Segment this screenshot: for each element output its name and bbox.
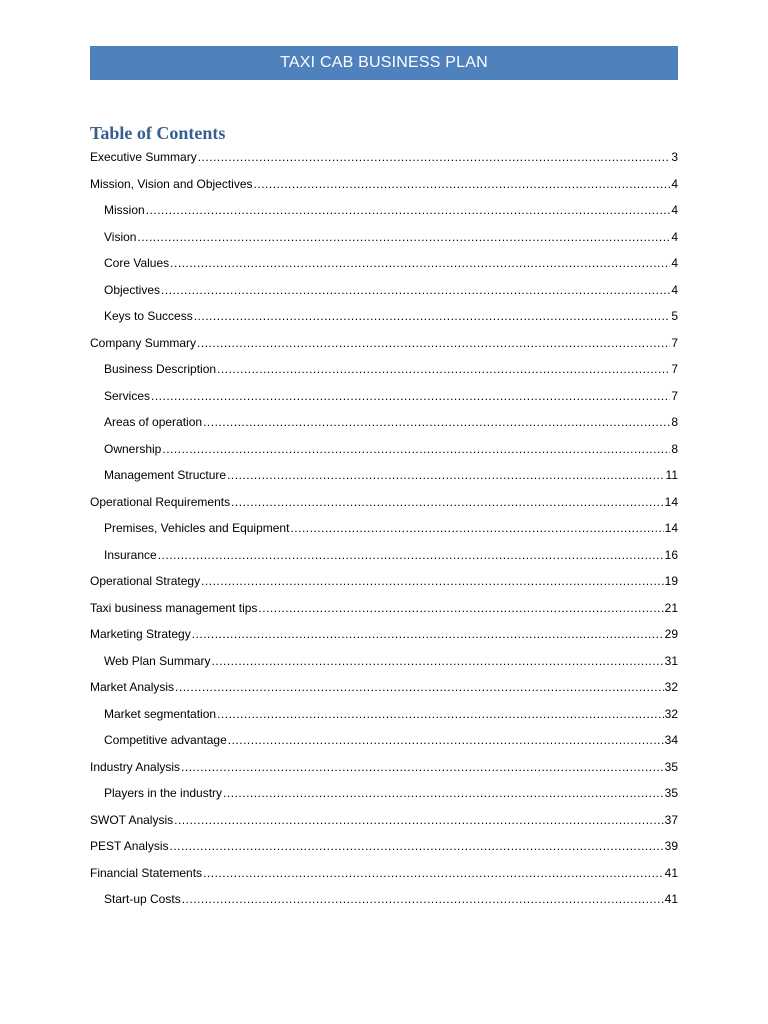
toc-entry-label: Operational Strategy [90,574,201,588]
toc-entry-label: Premises, Vehicles and Equipment [104,521,290,535]
toc-entry-page-number: 8 [671,441,678,456]
toc-dot-leader [192,623,664,645]
toc-dot-leader [151,385,670,407]
toc-entry-label: Executive Summary [90,150,197,164]
toc-entry[interactable] [90,597,678,624]
toc-entry-page-number: 16 [664,547,678,562]
toc-entry-page-number: 32 [664,680,678,694]
toc-entry[interactable] [90,252,678,279]
toc-entry[interactable] [90,385,678,412]
toc-entry[interactable] [90,703,678,730]
toc-entry[interactable] [90,782,678,809]
toc-entry-label: Insurance [104,547,157,562]
toc-entry-label: Web Plan Summary [104,653,211,668]
toc-entry-label: Keys to Success [104,309,193,323]
toc-entry[interactable] [90,676,678,703]
toc-entry[interactable] [90,888,678,915]
toc-entry-page-number: 31 [664,653,678,668]
toc-dot-leader [228,729,664,751]
toc-entry[interactable] [90,438,678,465]
toc-entry-label: Ownership [104,441,162,456]
toc-dot-leader [217,703,664,725]
toc-entry-label: Objectives [104,282,161,297]
toc-dot-leader [223,782,664,804]
toc-entry-label: Financial Statements [90,865,203,880]
toc-entry[interactable] [90,279,678,306]
document-title: TAXI CAB BUSINESS PLAN [280,54,488,71]
toc-entry-page-number: 35 [664,759,678,774]
toc-entry[interactable] [90,756,678,783]
toc-entry[interactable] [90,146,678,173]
toc-dot-leader [227,464,664,486]
toc-entry[interactable] [90,809,678,836]
toc-dot-leader [258,597,663,619]
toc-entry[interactable] [90,199,678,226]
toc-entry[interactable] [90,862,678,889]
toc-entry-label: Areas of operation [104,415,203,429]
toc-dot-leader [194,305,671,327]
toc-entry-label: SWOT Analysis [90,812,174,827]
toc-entry-page-number: 7 [671,362,678,376]
toc-entry-page-number: 39 [664,839,678,853]
toc-entry[interactable] [90,305,678,332]
toc-dot-leader [162,438,670,460]
toc-entry-page-number: 11 [665,468,678,482]
toc-entry-label: Market Analysis [90,680,175,694]
toc-dot-leader [290,517,663,539]
toc-dot-leader [137,226,670,248]
toc-entry-label: Market segmentation [104,706,217,721]
toc-dot-leader [231,491,664,513]
toc-dot-leader [146,199,671,221]
toc-entry-label: Competitive advantage [104,733,227,747]
toc-entry-page-number: 35 [664,786,678,800]
toc-entry[interactable] [90,173,678,200]
toc-entry-label: Vision [104,229,137,244]
toc-entry-label: Start-up Costs [104,892,181,906]
toc-entry[interactable] [90,226,678,253]
toc-entry-page-number: 5 [671,309,678,323]
toc-entry[interactable] [90,835,678,862]
toc-dot-leader [203,862,664,884]
toc-entry-page-number: 8 [671,415,678,429]
toc-entry-page-number: 7 [671,335,678,350]
toc-dot-leader [254,173,671,195]
toc-entry-page-number: 19 [664,574,678,588]
table-of-contents [90,146,678,915]
toc-entry-label: PEST Analysis [90,839,169,853]
toc-entry-label: Management Structure [104,468,227,482]
toc-entry-label: Players in the industry [104,786,223,800]
toc-dot-leader [181,756,664,778]
toc-entry-label: Marketing Strategy [90,627,191,641]
toc-dot-leader [169,835,663,857]
toc-entry-label: Company Summary [90,335,197,350]
toc-entry-page-number: 14 [664,521,678,535]
toc-dot-leader [158,544,664,566]
toc-entry[interactable] [90,729,678,756]
toc-entry-label: Mission [104,203,145,217]
toc-entry-page-number: 14 [664,494,678,509]
toc-entry[interactable] [90,650,678,677]
toc-entry-page-number: 4 [671,256,678,270]
toc-entry-page-number: 3 [671,150,678,164]
toc-dot-leader [203,411,670,433]
toc-entry-page-number: 21 [664,600,678,615]
toc-dot-leader [197,332,670,354]
toc-entry-page-number: 41 [664,865,678,880]
toc-entry[interactable] [90,491,678,518]
toc-entry[interactable] [90,623,678,650]
toc-entry[interactable] [90,464,678,491]
toc-entry-label: Mission, Vision and Objectives [90,176,253,191]
toc-entry-page-number: 37 [664,812,678,827]
toc-entry-page-number: 4 [671,229,678,244]
toc-dot-leader [201,570,664,592]
toc-entry-page-number: 34 [664,733,678,747]
toc-entry-page-number: 4 [671,176,678,191]
toc-entry-label: Operational Requirements [90,494,231,509]
toc-entry-label: Core Values [104,256,170,270]
toc-entry[interactable] [90,544,678,571]
toc-entry-label: Services [104,388,151,403]
toc-dot-leader [170,252,670,274]
toc-entry-page-number: 29 [664,627,678,641]
document-title-banner [90,46,678,80]
toc-entry-page-number: 4 [671,282,678,297]
toc-dot-leader [175,676,664,698]
toc-dot-leader [182,888,664,910]
toc-dot-leader [174,809,664,831]
toc-entry-label: Industry Analysis [90,759,181,774]
toc-heading: Table of Contents [90,123,226,143]
toc-entry-page-number: 7 [671,388,678,403]
toc-dot-leader [161,279,670,301]
toc-entry[interactable] [90,411,678,438]
toc-entry-page-number: 4 [671,203,678,217]
toc-dot-leader [217,358,670,380]
toc-entry-page-number: 32 [664,706,678,721]
toc-dot-leader [198,146,671,168]
toc-dot-leader [211,650,663,672]
toc-entry-page-number: 41 [664,892,678,906]
toc-entry-label: Taxi business management tips [90,600,258,615]
toc-entry[interactable] [90,332,678,359]
toc-entry[interactable] [90,358,678,385]
toc-entry[interactable] [90,517,678,544]
toc-entry-label: Business Description [104,362,217,376]
toc-entry[interactable] [90,570,678,597]
